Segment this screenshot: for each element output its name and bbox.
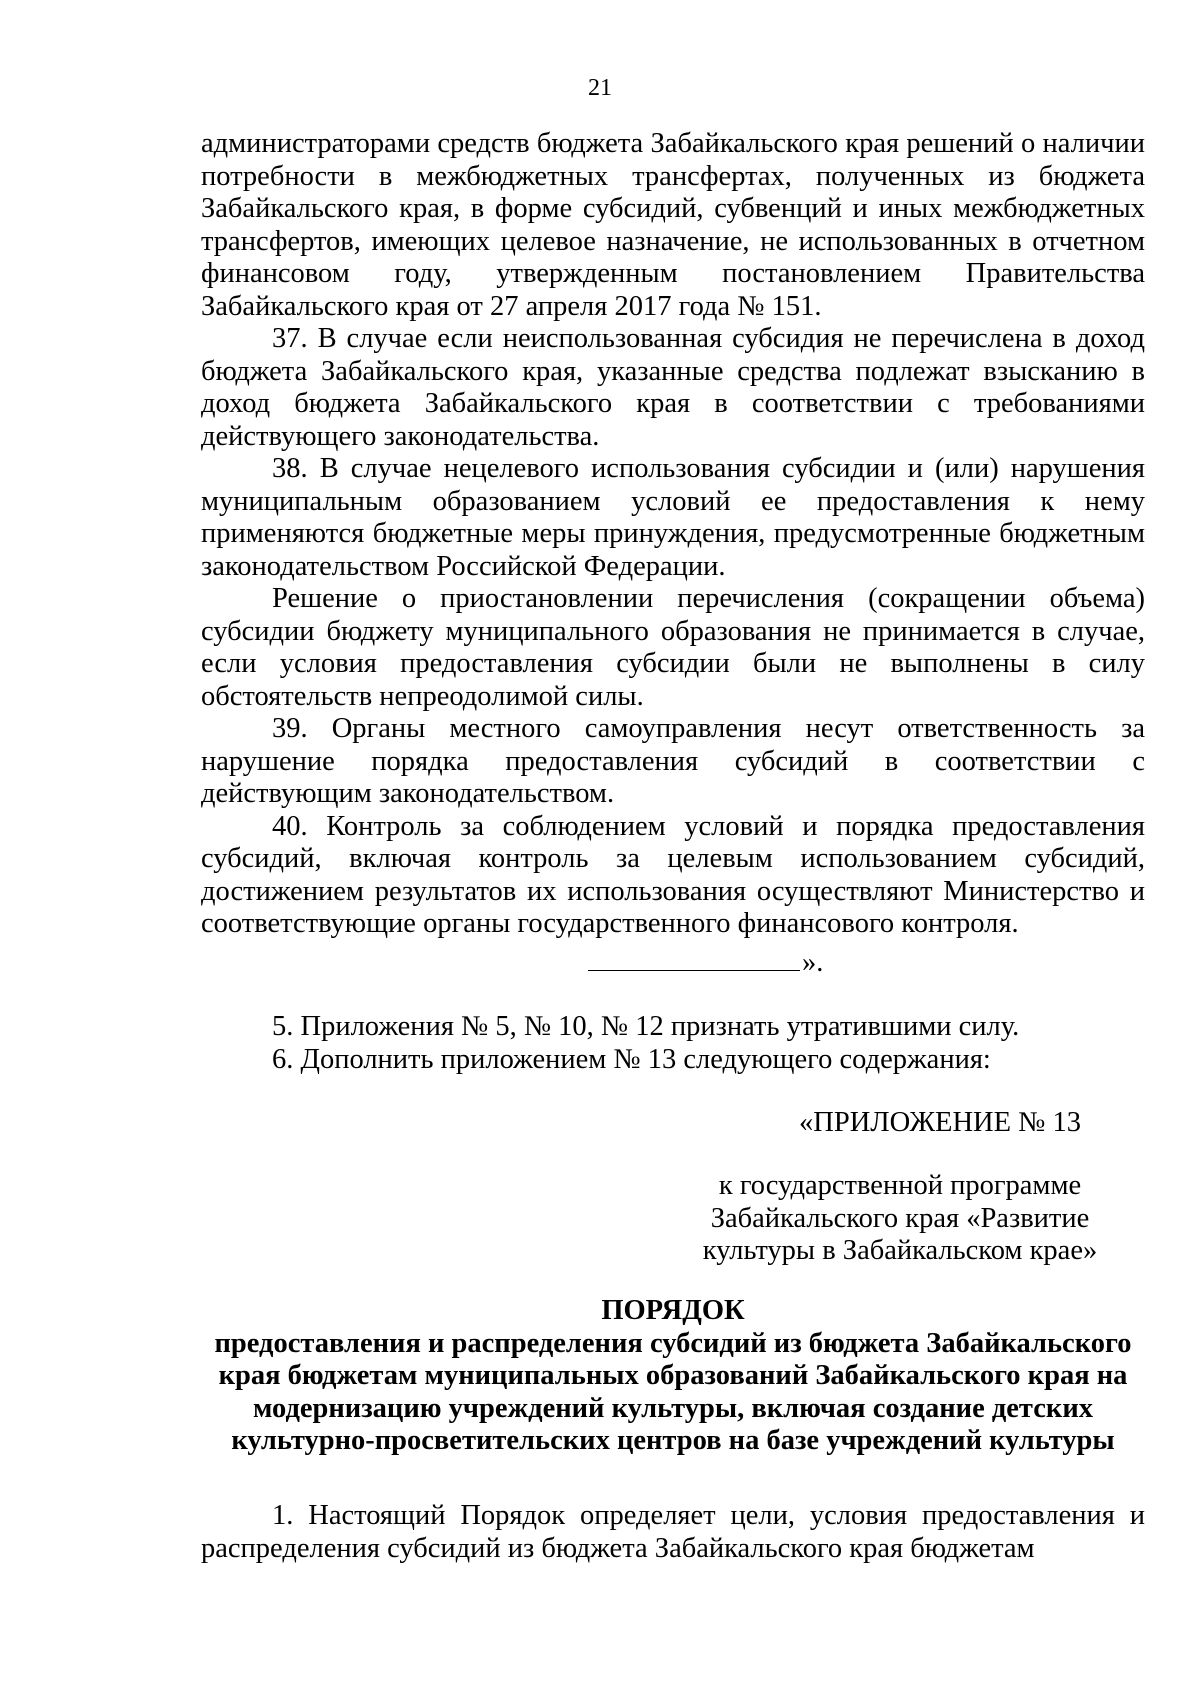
heading-line-2: края бюджетам муниципальных образований Забайкальского края на — [218, 1360, 1128, 1391]
paragraph-37: 37. В случае если неиспользованная субсидия не перечислена в доход бюджета Забайкальского края, указанные средства подлежат взысканию в доход бюджета Забайкальского края в соответствии с требованиями действующего законодательства. — [201, 323, 1145, 452]
paragraph-40: 40. Контроль за соблюдением условий и порядка предоставления субсидий, включая контроль за целевым использованием субсидий, достижением результатов их использования осуществляют Министерство и соответствующие органы государственного финансового контроля. — [201, 810, 1145, 939]
closing-quote: ». — [802, 947, 824, 978]
paragraph-decision: Решение о приостановлении перечисления (сокращении объема) субсидии бюджету муниципального образования не принимается в случае, если условия предоставления субсидии были не выполнены в силу обстоятельств непреодолимой силы. — [201, 583, 1145, 712]
amendment-5: 5. Приложения № 5, № 10, № 12 признать утратившими силу. — [272, 1011, 1020, 1042]
body-text — [201, 128, 1145, 941]
closing-mark — [588, 947, 823, 980]
heading-line-1: предоставления и распределения субсидий из бюджета Забайкальского — [214, 1327, 1132, 1359]
paragraph-1: 1. Настоящий Порядок определяет цели, условия предоставления и распределения субсидий из бюджета Забайкальского края бюджетам — [201, 1500, 1145, 1564]
appendix-caption-line-1: к государственной программе — [718, 1170, 1082, 1201]
appendix-caption-line-3: культуры в Забайкальском крае» — [702, 1235, 1098, 1266]
appendix-title: «ПРИЛОЖЕНИЕ № 13 — [799, 1107, 1081, 1138]
amendment-6: 6. Дополнить приложением № 13 следующего содержания: — [272, 1043, 991, 1075]
page-number: 21 — [588, 75, 612, 101]
section-1 — [201, 1500, 1145, 1565]
heading-line-3: модернизацию учреждений культуры, включая создание детских — [252, 1392, 1093, 1424]
heading-line-4: культурно-просветительских центров на базе учреждений культуры — [231, 1425, 1115, 1456]
appendix-caption-line-2: Забайкальского края «Развитие — [710, 1202, 1090, 1234]
heading-title: ПОРЯДОК — [601, 1295, 745, 1326]
paragraph-39: 39. Органы местного самоуправления несут ответственность за нарушение порядка предоставления субсидий в соответствии с действующим законодательством. — [201, 713, 1145, 809]
paragraph-38: 38. В случае нецелевого использования субсидии и (или) нарушения муниципальным образованием условий ее предоставления к нему применяются бюджетные меры принуждения, предусмотренные бюджетным законодательством Российской Федерации. — [201, 453, 1145, 582]
signature-line — [588, 970, 800, 971]
paragraph-continuation: администраторами средств бюджета Забайкальского края решений о наличии потребности в межбюджетных трансфертах, полученных из бюджета Забайкальского края, в форме субсидий, субвенций и иных межбюджетных трансфертов, имеющих целевое назначение, не использованных в отчетном финансовом году, утвержденным постановлением Правительства Забайкальского края от 27 апреля 2017 года № 151. — [201, 128, 1145, 322]
procedure-heading — [201, 1295, 1145, 1458]
amendments — [201, 1011, 1145, 1076]
appendix-caption — [700, 1170, 1100, 1268]
